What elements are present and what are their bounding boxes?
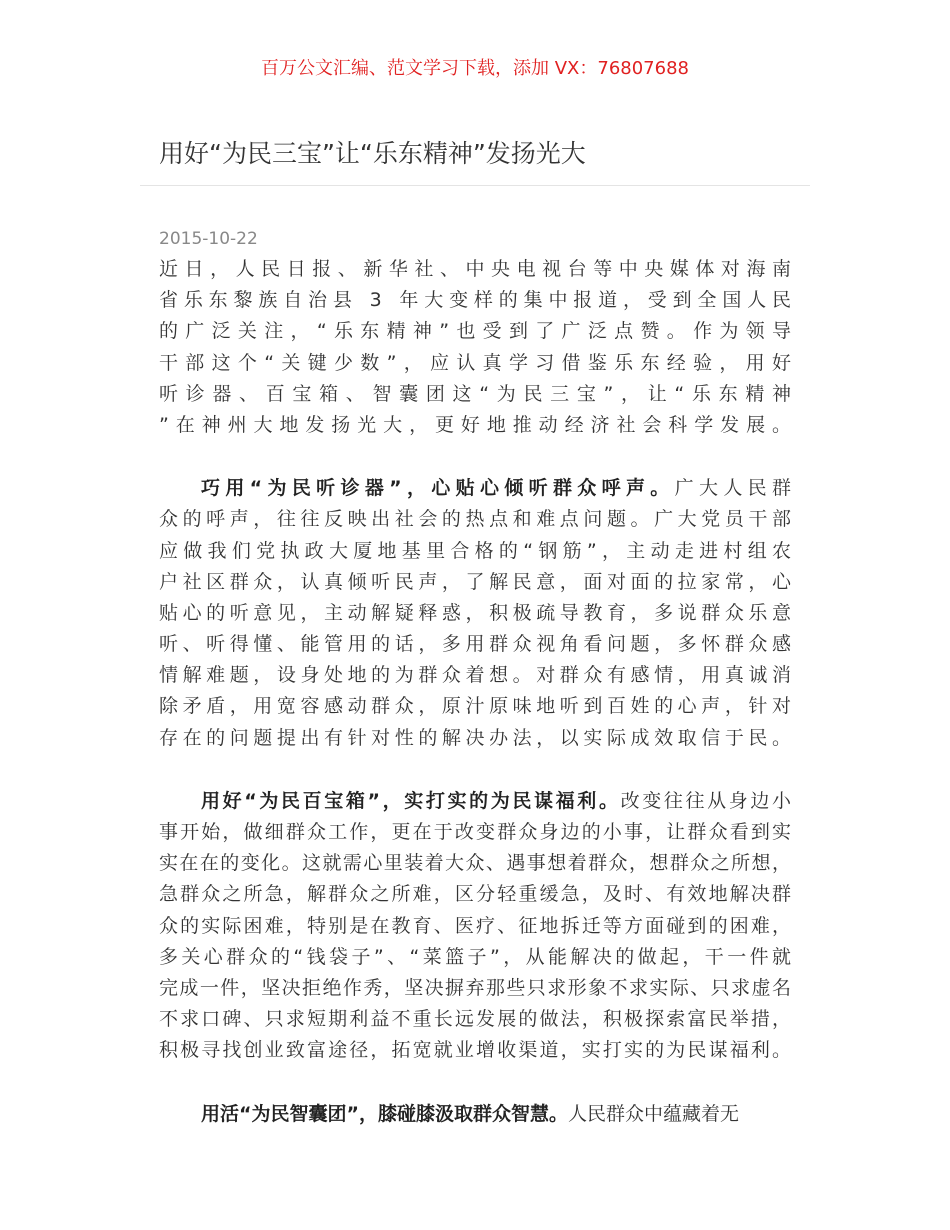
header-banner: 百万公文汇编、范文学习下载，添加 VX：76807688 — [261, 58, 689, 79]
text-line — [159, 598, 796, 629]
text-line — [159, 848, 791, 879]
paragraph-text: 广大人民群 — [674, 477, 797, 500]
text-line — [159, 410, 798, 441]
paragraph-text: 情解难题，设身处地的为群众着想。对群众有感情，用真诚消 — [159, 664, 796, 687]
paragraph-text: 的广泛关注，“乐东精神”也受到了广泛点赞。作为领导 — [159, 320, 799, 343]
paragraph-text: 急群众之所急，解群众之所难，区分轻重缓急，及时、有效地解决群 — [159, 883, 794, 906]
text-line — [159, 942, 795, 973]
paragraph-text: 省乐东黎族自治县 3 年大变样的集中报道，受到全国人民 — [159, 289, 797, 312]
text-line — [159, 723, 796, 754]
paragraph-text: 听、听得懂、能管用的话，多用群众视角看问题，多怀群众感 — [159, 633, 796, 656]
paragraph-text: 近日，人民日报、新华社、中央电视台等中央媒体对海南 — [159, 258, 798, 280]
paragraph-text: 除矛盾，用宽容感动群众，原汁原味地听到百姓的心声，针对 — [159, 695, 796, 718]
paragraph-text: 完成一件，坚决拒绝作秀，坚决摒弃那些只求形象不求实际、只求虚名 — [159, 976, 793, 999]
paragraph-text: 存在的问题提出有针对性的解决办法，以实际成效取信于民。 — [159, 726, 796, 749]
paragraph-lead: 巧用“为民听诊器”，心贴心倾听群众呼声。 — [201, 477, 675, 500]
paragraph-text: 人民群众中蕴藏着无 — [567, 1102, 739, 1125]
text-line — [159, 567, 796, 598]
paragraph-text: 应做我们党执政大厦地基里合格的“钢筋”，主动走进村组农 — [159, 539, 797, 562]
paragraph-text: 积极寻找创业致富途径，拓宽就业增收渠道，实打实的为民谋福利。 — [159, 1039, 794, 1062]
text-line — [159, 473, 797, 504]
text-line — [159, 1035, 794, 1066]
publish-date: 2015-10-22 — [159, 229, 258, 249]
paragraph-lead: 用活“为民智囊团”，膝碰膝汲取群众智慧。 — [201, 1102, 568, 1125]
title-divider — [140, 185, 810, 186]
paragraph-text: 户社区群众，认真倾听民声，了解民意，面对面的拉家常，心 — [159, 570, 796, 593]
text-line — [159, 504, 796, 535]
paragraph-text: 实在在的变化。这就需心里装着大众、遇事想着群众，想群众之所想， — [159, 852, 793, 875]
text-line — [159, 1004, 794, 1035]
paragraph-text: 事开始，做细群众工作，更在于改变群众身边的小事，让群众看到实 — [159, 821, 794, 843]
paragraph-lead: 用好“为民百宝箱”，实打实的为民谋福利。 — [201, 789, 621, 812]
paragraph-text: 干部这个“关键少数”，应认真学习借鉴乐东经验，用好 — [159, 351, 799, 374]
article-title: 用好“为民三宝”让“乐东精神”发扬光大 — [159, 139, 586, 168]
text-line — [159, 817, 794, 848]
paragraph-text: 改变往往从身边小 — [620, 789, 794, 812]
paragraph-text: 众的实际困难，特别是在教育、医疗、征地拆迁等方面碰到的困难， — [159, 914, 794, 937]
paragraph-text: 不求口碑、只求短期利益不重长远发展的做法，积极探索富民举措， — [159, 1008, 794, 1031]
text-line — [159, 1099, 791, 1130]
paragraph-welfare — [159, 786, 795, 1067]
text-line — [159, 660, 796, 691]
text-line — [159, 379, 799, 410]
text-line — [159, 691, 796, 722]
text-line — [159, 254, 798, 285]
text-line — [159, 911, 794, 942]
paragraph-wisdom — [159, 1099, 791, 1130]
paragraph-text: 众的呼声，往往反映出社会的热点和难点问题。广大党员干部 — [159, 508, 796, 531]
text-line — [159, 316, 799, 347]
paragraph-text: 听诊器、百宝箱、智囊团这“为民三宝”，让“乐东精神 — [159, 382, 799, 405]
text-line — [159, 786, 794, 817]
article-body — [159, 254, 799, 1130]
text-line — [159, 973, 791, 1004]
paragraph-listening — [159, 473, 797, 754]
text-line — [159, 536, 797, 567]
text-line — [159, 629, 796, 660]
paragraph-text: ”在神州大地发扬光大，更好地推动经济社会科学发展。 — [159, 413, 798, 436]
text-line — [159, 879, 794, 910]
paragraph-text: 多关心群众的“钱袋子”、“菜篮子”，从能解决的做起，干一件就 — [159, 945, 795, 968]
paragraph-intro — [159, 254, 799, 441]
text-line — [159, 285, 797, 316]
text-line — [159, 348, 799, 379]
paragraph-text: 贴心的听意见，主动解疑释惑，积极疏导教育，多说群众乐意 — [159, 601, 796, 624]
